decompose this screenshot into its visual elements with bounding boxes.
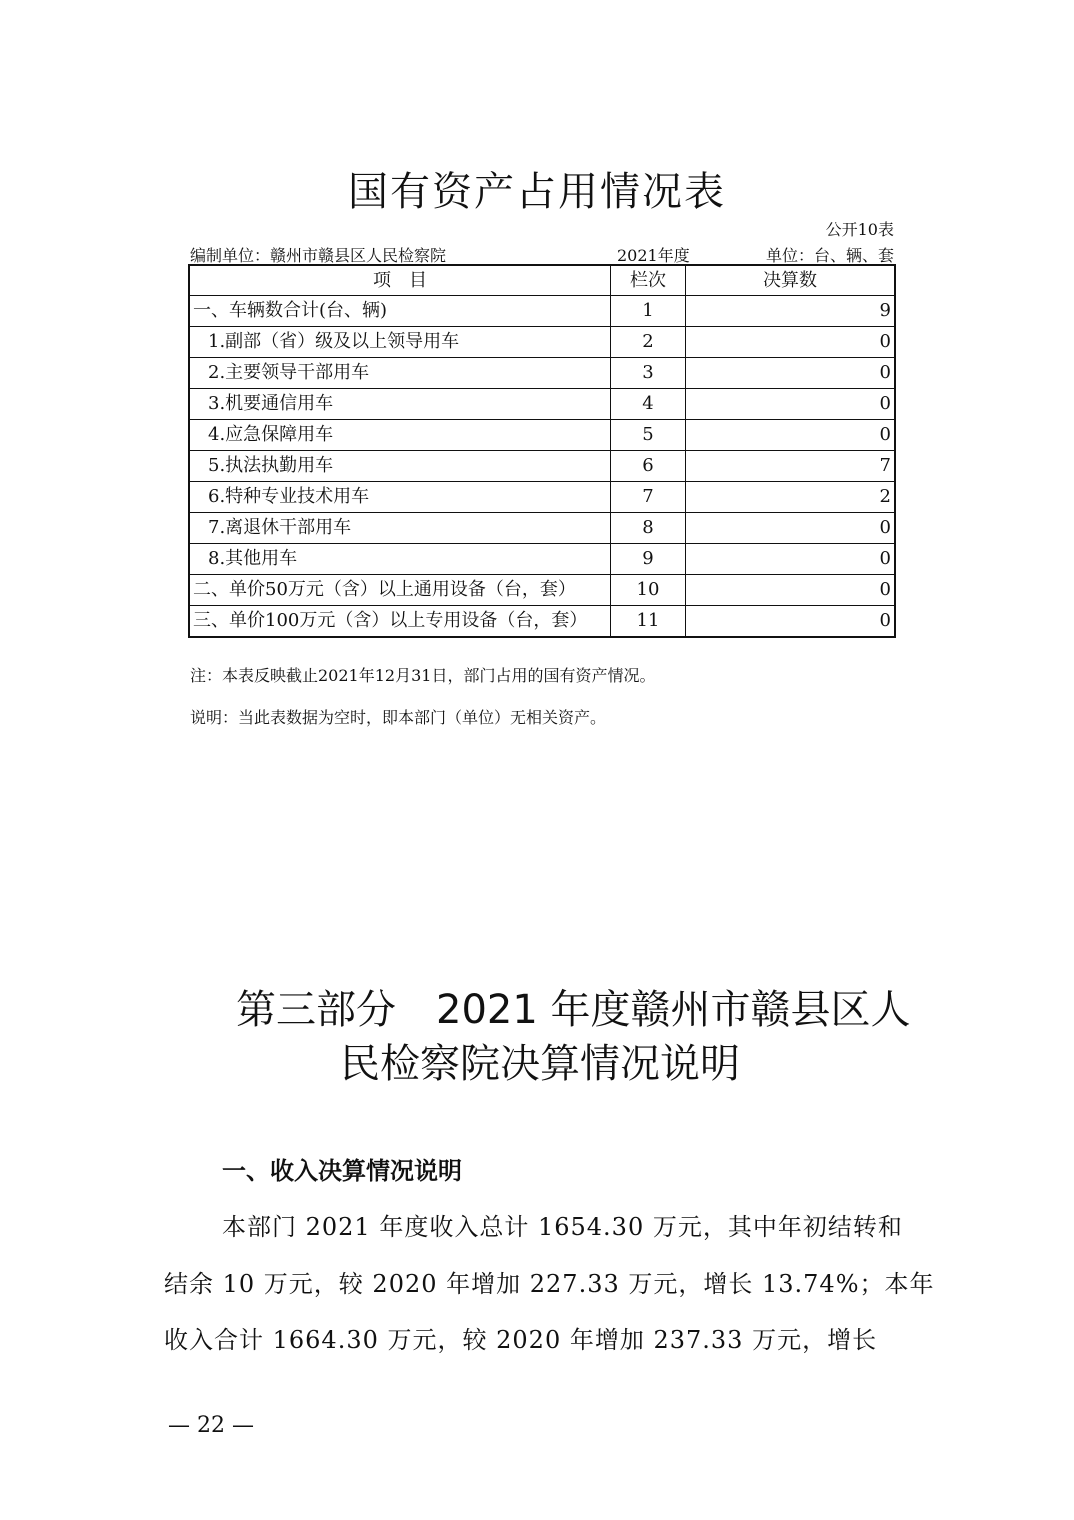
measurement-unit: 单位：台、辆、套	[765, 246, 894, 265]
header-final-amount: 决算数	[686, 265, 896, 296]
row-item: 二、单价50万元（含）以上通用设备（台，套）	[189, 575, 611, 606]
page-number: — 22 —	[168, 1413, 254, 1438]
row-value: 0	[686, 575, 896, 606]
paragraph-line: 收入合计 1664.30 万元，较 2020 年增加 237.33 万元，增长	[164, 1326, 878, 1354]
table-row	[189, 606, 895, 638]
row-value: 0	[686, 389, 896, 420]
asset-table	[188, 264, 896, 638]
header-column-no: 栏次	[611, 265, 686, 296]
row-value: 0	[686, 420, 896, 451]
table-row	[189, 296, 895, 327]
section-heading-line-2: 民检察院决算情况说明	[340, 1041, 740, 1087]
row-item: 三、单价100万元（含）以上专用设备（台，套）	[189, 606, 611, 638]
table-row	[189, 420, 895, 451]
table-note: 注：本表反映截止2021年12月31日，部门占用的国有资产情况。	[190, 666, 656, 685]
paragraph-line: 本部门 2021 年度收入总计 1654.30 万元，其中年初结转和	[222, 1213, 903, 1241]
header-item: 项 目	[189, 265, 611, 296]
row-column-no: 8	[611, 513, 686, 544]
row-item: 1.副部（省）级及以上领导用车	[189, 327, 611, 358]
row-value: 0	[686, 606, 896, 638]
row-item: 8.其他用车	[189, 544, 611, 575]
row-column-no: 5	[611, 420, 686, 451]
row-value: 2	[686, 482, 896, 513]
table-code: 公开10表	[825, 220, 894, 239]
row-value: 9	[686, 296, 896, 327]
row-item: 一、车辆数合计(台、辆)	[189, 296, 611, 327]
row-column-no: 4	[611, 389, 686, 420]
table-row	[189, 451, 895, 482]
row-column-no: 2	[611, 327, 686, 358]
row-column-no: 11	[611, 606, 686, 638]
section-heading-line-1: 第三部分 2021 年度赣州市赣县区人	[236, 987, 911, 1033]
report-year: 2021年度	[617, 246, 690, 265]
table-row	[189, 327, 895, 358]
table-row	[189, 482, 895, 513]
page-title: 国有资产占用情况表	[348, 169, 726, 215]
row-column-no: 3	[611, 358, 686, 389]
row-value: 0	[686, 544, 896, 575]
row-column-no: 9	[611, 544, 686, 575]
subsection-heading: 一、收入决算情况说明	[222, 1157, 462, 1185]
table-row	[189, 513, 895, 544]
table-header-row	[189, 265, 895, 296]
row-item: 3.机要通信用车	[189, 389, 611, 420]
row-item: 2.主要领导干部用车	[189, 358, 611, 389]
row-column-no: 1	[611, 296, 686, 327]
row-value: 0	[686, 327, 896, 358]
table-explanation: 说明：当此表数据为空时，即本部门（单位）无相关资产。	[190, 708, 607, 727]
paragraph-line: 结余 10 万元，较 2020 年增加 227.33 万元，增长 13.74%；本年	[164, 1270, 935, 1298]
row-column-no: 7	[611, 482, 686, 513]
row-item: 5.执法执勤用车	[189, 451, 611, 482]
row-column-no: 10	[611, 575, 686, 606]
row-value: 0	[686, 513, 896, 544]
row-item: 7.离退休干部用车	[189, 513, 611, 544]
table-row	[189, 575, 895, 606]
table-row	[189, 389, 895, 420]
row-value: 0	[686, 358, 896, 389]
row-item: 6.特种专业技术用车	[189, 482, 611, 513]
row-value: 7	[686, 451, 896, 482]
compiling-unit: 编制单位：赣州市赣县区人民检察院	[190, 246, 447, 265]
table-row	[189, 544, 895, 575]
table-row	[189, 358, 895, 389]
row-item: 4.应急保障用车	[189, 420, 611, 451]
row-column-no: 6	[611, 451, 686, 482]
